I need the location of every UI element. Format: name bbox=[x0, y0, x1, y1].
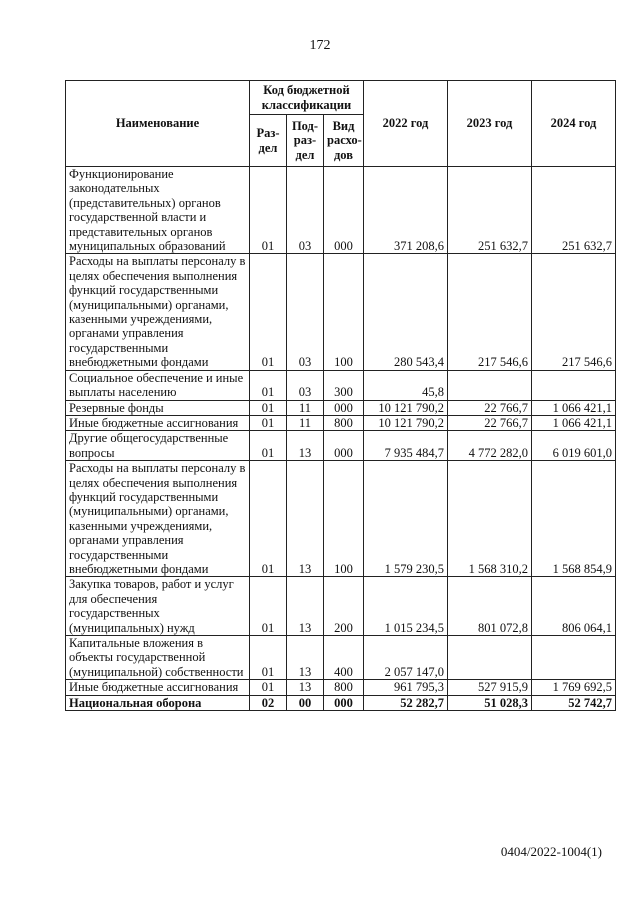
header-podrazdel: Под- раз- дел bbox=[287, 115, 324, 167]
table-row bbox=[66, 577, 616, 636]
table-row bbox=[66, 254, 616, 370]
row-name: Расходы на выплаты персоналу в целях обеспечения выполнения функций государственными (муниципальными) органами, казенными учреждениями, органами управления государственными внебюджетными фондами bbox=[66, 461, 250, 577]
table-row bbox=[66, 400, 616, 415]
row-vid-raskhodov: 000 bbox=[324, 431, 364, 461]
row-podrazdel: 13 bbox=[287, 680, 324, 695]
row-value-2024: 217 546,6 bbox=[532, 254, 616, 370]
row-value-2022: 10 121 790,2 bbox=[364, 400, 448, 415]
row-value-2023: 1 568 310,2 bbox=[448, 461, 532, 577]
row-value-2024: 6 019 601,0 bbox=[532, 431, 616, 461]
row-podrazdel: 03 bbox=[287, 167, 324, 254]
row-vid-raskhodov: 100 bbox=[324, 254, 364, 370]
row-value-2022: 7 935 484,7 bbox=[364, 431, 448, 461]
row-podrazdel: 03 bbox=[287, 370, 324, 400]
table-row bbox=[66, 695, 616, 710]
row-razdel: 02 bbox=[250, 695, 287, 710]
row-name: Закупка товаров, работ и услуг для обеспечения государственных (муниципальных) нужд bbox=[66, 577, 250, 636]
header-2023: 2023 год bbox=[448, 81, 532, 167]
table-row bbox=[66, 370, 616, 400]
row-value-2023: 527 915,9 bbox=[448, 680, 532, 695]
row-name: Резервные фонды bbox=[66, 400, 250, 415]
row-value-2022: 961 795,3 bbox=[364, 680, 448, 695]
row-name: Расходы на выплаты персоналу в целях обеспечения выполнения функций государственными (муниципальными) органами, казенными учреждениями, органами управления государственными внебюджетными фондами bbox=[66, 254, 250, 370]
row-value-2022: 2 057 147,0 bbox=[364, 636, 448, 680]
row-name: Иные бюджетные ассигнования bbox=[66, 415, 250, 430]
row-value-2022: 1 015 234,5 bbox=[364, 577, 448, 636]
row-name: Иные бюджетные ассигнования bbox=[66, 680, 250, 695]
table-row bbox=[66, 167, 616, 254]
page-number: 172 bbox=[309, 38, 331, 53]
row-vid-raskhodov: 800 bbox=[324, 415, 364, 430]
row-razdel: 01 bbox=[250, 461, 287, 577]
row-vid-raskhodov: 800 bbox=[324, 680, 364, 695]
row-razdel: 01 bbox=[250, 254, 287, 370]
table-row bbox=[66, 636, 616, 680]
row-value-2022: 371 208,6 bbox=[364, 167, 448, 254]
row-podrazdel: 11 bbox=[287, 415, 324, 430]
row-value-2022: 280 543,4 bbox=[364, 254, 448, 370]
budget-table bbox=[65, 80, 616, 711]
row-value-2023: 51 028,3 bbox=[448, 695, 532, 710]
row-podrazdel: 13 bbox=[287, 636, 324, 680]
table-row bbox=[66, 415, 616, 430]
row-podrazdel: 13 bbox=[287, 461, 324, 577]
row-razdel: 01 bbox=[250, 636, 287, 680]
row-value-2022: 52 282,7 bbox=[364, 695, 448, 710]
row-value-2023: 22 766,7 bbox=[448, 400, 532, 415]
row-name: Капитальные вложения в объекты государственной (муниципальной) собственности bbox=[66, 636, 250, 680]
row-value-2023: 801 072,8 bbox=[448, 577, 532, 636]
row-razdel: 01 bbox=[250, 400, 287, 415]
row-razdel: 01 bbox=[250, 167, 287, 254]
row-vid-raskhodov: 400 bbox=[324, 636, 364, 680]
row-name: Национальная оборона bbox=[66, 695, 250, 710]
row-value-2023 bbox=[448, 370, 532, 400]
header-razdel: Раз- дел bbox=[250, 115, 287, 167]
row-vid-raskhodov: 100 bbox=[324, 461, 364, 577]
row-value-2024: 251 632,7 bbox=[532, 167, 616, 254]
row-name: Социальное обеспечение и иные выплаты населению bbox=[66, 370, 250, 400]
row-value-2023: 251 632,7 bbox=[448, 167, 532, 254]
row-value-2023: 217 546,6 bbox=[448, 254, 532, 370]
table-row bbox=[66, 461, 616, 577]
row-value-2023: 4 772 282,0 bbox=[448, 431, 532, 461]
row-razdel: 01 bbox=[250, 431, 287, 461]
row-value-2024: 1 568 854,9 bbox=[532, 461, 616, 577]
header-2024: 2024 год bbox=[532, 81, 616, 167]
row-vid-raskhodov: 000 bbox=[324, 167, 364, 254]
header-code-group: Код бюджетной классификации bbox=[250, 81, 364, 115]
row-vid-raskhodov: 000 bbox=[324, 400, 364, 415]
row-value-2024: 52 742,7 bbox=[532, 695, 616, 710]
table-row bbox=[66, 680, 616, 695]
row-value-2024: 806 064,1 bbox=[532, 577, 616, 636]
row-value-2024: 1 769 692,5 bbox=[532, 680, 616, 695]
table-body bbox=[66, 167, 616, 711]
row-name: Функционирование законодательных (представительных) органов государственной власти и представительных органов муниципальных образований bbox=[66, 167, 250, 254]
row-value-2023 bbox=[448, 636, 532, 680]
row-value-2022: 1 579 230,5 bbox=[364, 461, 448, 577]
header-vid-raskhodov: Вид расхо- дов bbox=[324, 115, 364, 167]
row-value-2024 bbox=[532, 636, 616, 680]
row-podrazdel: 13 bbox=[287, 577, 324, 636]
row-value-2024: 1 066 421,1 bbox=[532, 400, 616, 415]
row-razdel: 01 bbox=[250, 680, 287, 695]
row-razdel: 01 bbox=[250, 370, 287, 400]
row-podrazdel: 03 bbox=[287, 254, 324, 370]
row-value-2024: 1 066 421,1 bbox=[532, 415, 616, 430]
row-name: Другие общегосударственные вопросы bbox=[66, 431, 250, 461]
row-vid-raskhodov: 300 bbox=[324, 370, 364, 400]
row-value-2024 bbox=[532, 370, 616, 400]
row-vid-raskhodov: 200 bbox=[324, 577, 364, 636]
row-podrazdel: 00 bbox=[287, 695, 324, 710]
document-code: 0404/2022-1004(1) bbox=[500, 844, 602, 859]
row-podrazdel: 11 bbox=[287, 400, 324, 415]
row-value-2022: 10 121 790,2 bbox=[364, 415, 448, 430]
row-value-2023: 22 766,7 bbox=[448, 415, 532, 430]
row-vid-raskhodov: 000 bbox=[324, 695, 364, 710]
header-2022: 2022 год bbox=[364, 81, 448, 167]
row-podrazdel: 13 bbox=[287, 431, 324, 461]
header-name: Наименование bbox=[66, 81, 250, 167]
table-row bbox=[66, 431, 616, 461]
row-razdel: 01 bbox=[250, 577, 287, 636]
row-razdel: 01 bbox=[250, 415, 287, 430]
row-value-2022: 45,8 bbox=[364, 370, 448, 400]
